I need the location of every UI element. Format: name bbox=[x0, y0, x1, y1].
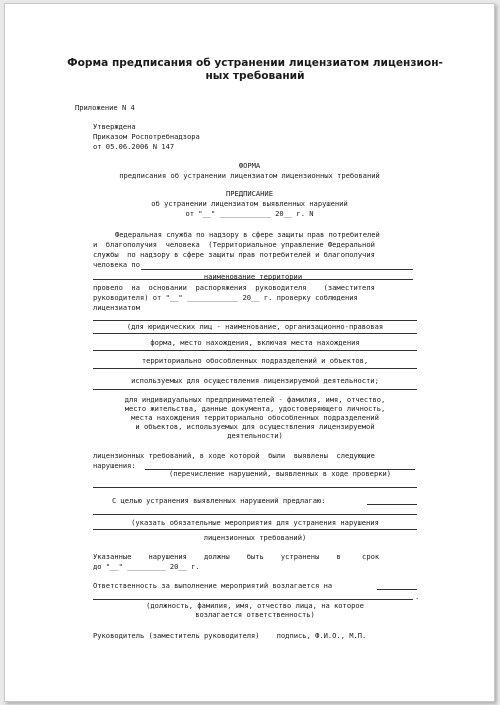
measures-line-2 bbox=[93, 529, 417, 530]
document-page bbox=[4, 3, 495, 702]
approval-line-3: от 05.06.2006 N 147 bbox=[93, 142, 175, 151]
licensee-line-2 bbox=[93, 333, 417, 334]
title-line-1: Форма предписания об устранении лицензиатом лицензион- bbox=[67, 57, 443, 69]
approval-line-2: Приказом Роспотребнадзора bbox=[93, 132, 200, 141]
caption-used: используемых для осуществления лицензируемой деятельности; bbox=[131, 376, 379, 385]
caption-responsible-line-1: (должность, фамилия, имя, отчество лица, на которое bbox=[146, 601, 364, 610]
responsible-line bbox=[93, 599, 413, 600]
caption-ip-line-2: место жительства, данные документа, удостоверяющего личность, bbox=[124, 404, 386, 413]
appendix-label: Приложение N 4 bbox=[75, 103, 135, 112]
title-line-2: ных требований bbox=[205, 70, 305, 82]
measures-underline-short bbox=[367, 504, 417, 505]
paragraph-1-line-3: службы по надзору в сфере защиты прав потребителей и благополучия bbox=[93, 250, 375, 259]
licensee-line-5 bbox=[93, 389, 417, 390]
licensee-line-3 bbox=[93, 350, 417, 351]
signature-line: Руководитель (заместитель руководителя) подпись, Ф.И.О., М.П. bbox=[93, 631, 367, 640]
caption-responsible-line-2: возлагается ответственность) bbox=[195, 610, 315, 619]
form-label: ФОРМА bbox=[238, 161, 261, 170]
paragraph-6: Ответственность за выполнение мероприятий возлагается на bbox=[93, 581, 333, 590]
paragraph-1-line-2: и благополучия человека (Территориальное управление Федеральной bbox=[93, 240, 375, 249]
order-title: ПРЕДПИСАНИЕ bbox=[226, 189, 273, 198]
licensee-line-4 bbox=[93, 368, 417, 369]
paragraph-3-line-1: лицензионных требований, в ходе которой были выявлены следующие bbox=[93, 451, 375, 460]
order-date: от "__" ____________ 20__ г. N bbox=[185, 209, 314, 218]
caption-form: форма, место нахождения, включая места нахождения bbox=[150, 338, 360, 347]
violations-line-2 bbox=[93, 487, 417, 488]
paragraph-2-line-2: руководителя) от "__" ____________ 20__ г. проверку соблюдения bbox=[93, 293, 358, 302]
paragraph-4: С целью устранения выявленных нарушений предлагаю: bbox=[112, 496, 326, 505]
document-title bbox=[45, 57, 465, 83]
caption-measures-line-1: (указать обязательные мероприятия для устранения нарушения bbox=[131, 518, 379, 527]
order-subtitle: об устранении лицензиатом выявленных нарушений bbox=[151, 199, 348, 208]
paragraph-1-line-4: человека по bbox=[93, 260, 140, 269]
caption-violations: (перечисление нарушений, выявленных в ходе проверки) bbox=[168, 469, 392, 478]
approval-line-1: Утверждена bbox=[93, 122, 136, 131]
caption-ip-line-4: и объектов, используемых для осуществления лицензируемой bbox=[135, 422, 375, 431]
caption-legal-entities: (для юридических лиц - наименование, организационно-правовая bbox=[126, 322, 384, 331]
paragraph-2-line-1: провело на основании распоряжения руководителя (заместителя bbox=[93, 283, 375, 292]
paragraph-3-line-2: нарушения: bbox=[93, 461, 136, 470]
measures-line-1 bbox=[93, 514, 417, 515]
territory-caption: наименование территории bbox=[203, 272, 303, 281]
caption-ip-line-5: деятельности) bbox=[227, 431, 283, 440]
territory-underline bbox=[141, 269, 413, 270]
paragraph-5-line-2: до "__" _________ 20__ г. bbox=[93, 562, 200, 571]
licensee-line-1 bbox=[93, 320, 417, 321]
responsible-period: . bbox=[415, 592, 420, 601]
paragraph-2-line-3: лицензиатом bbox=[93, 303, 140, 312]
caption-ip-line-1: для индивидуальных предпринимателей - фамилия, имя, отчество, bbox=[124, 395, 386, 404]
caption-measures-line-2: лицензионных требований) bbox=[203, 533, 307, 542]
responsible-underline-short bbox=[377, 589, 417, 590]
form-subtitle: предписания об устранении лицензиатом лицензионных требований bbox=[119, 171, 380, 180]
paragraph-1-line-1: Федеральная служба по надзору в сфере защиты прав потребителей bbox=[115, 230, 380, 239]
paragraph-5-line-1: Указанные нарушения должны быть устранены в срок bbox=[93, 552, 380, 561]
caption-ip-line-3: места нахождения территориально обособленных подразделений bbox=[131, 413, 379, 422]
caption-territorial: территориально обособленных подразделений и объектов, bbox=[141, 356, 369, 365]
